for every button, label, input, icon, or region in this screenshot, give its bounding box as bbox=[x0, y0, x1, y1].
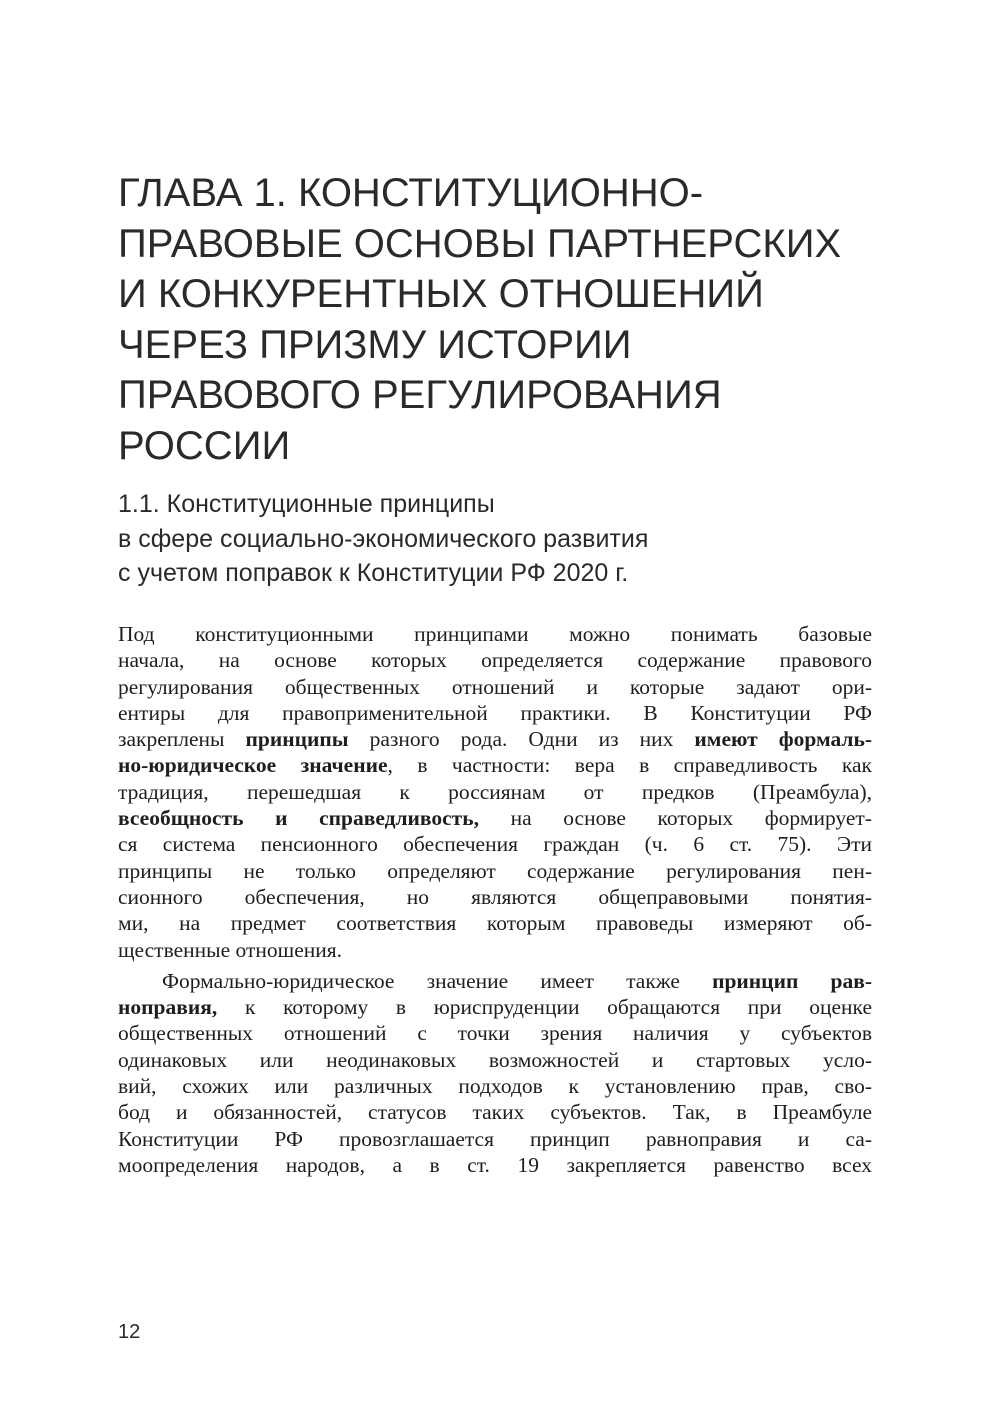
text-line bbox=[118, 726, 872, 752]
text-line: Под конституционными принципами можно понимать базовые bbox=[118, 622, 872, 646]
bold-term: но-юридическое значение bbox=[118, 753, 388, 778]
text-line: общественных отношений с точки зрения наличия у субъектов bbox=[118, 1021, 872, 1046]
bold-term: принцип рав- bbox=[712, 968, 872, 993]
text-line: традиция, перешедшая к россиянам от предков (Преамбула), bbox=[118, 779, 872, 804]
bold-term: всеобщность и справедливость, bbox=[118, 806, 479, 831]
paragraph-2 bbox=[118, 968, 872, 1178]
section-title bbox=[118, 487, 898, 591]
text-line: ми, на предмет соответствия которым правоведы измеряют об- bbox=[118, 911, 872, 936]
text-run: , в частности: вера в справедливость как bbox=[387, 753, 872, 778]
text-line: одинаковых или неодинаковых возможностей и стартовых усло- bbox=[118, 1047, 872, 1072]
section-title-line: в сфере социально-экономического развития bbox=[118, 524, 649, 553]
text-line: щественные отношения. bbox=[118, 937, 343, 962]
text-run: разного рода. Одни из них bbox=[348, 727, 695, 752]
chapter-title-line: ЧЕРЕЗ ПРИЗМУ ИСТОРИИ bbox=[118, 322, 632, 367]
text-line: принципы не только определяют содержание регулирования пен- bbox=[118, 858, 872, 883]
text-line: бод и обязанностей, статусов таких субъектов. Так, в Преамбуле bbox=[118, 1100, 872, 1125]
text-line bbox=[118, 968, 872, 994]
text-run: на основе которых формирует- bbox=[478, 806, 872, 831]
bold-term: принципы bbox=[245, 727, 349, 752]
chapter-title-line: РОССИИ bbox=[118, 423, 291, 468]
page-number: 12 bbox=[118, 1321, 141, 1343]
text-line bbox=[118, 994, 872, 1020]
text-line: сионного обеспечения, но являются общеправовыми понятия- bbox=[118, 884, 872, 909]
chapter-title-line: И КОНКУРЕНТНЫХ ОТНОШЕНИЙ bbox=[118, 272, 764, 316]
text-run: Формально-юридическое значение имеет также bbox=[162, 968, 713, 993]
bold-term: имеют формаль- bbox=[694, 727, 872, 752]
text-line: Конституции РФ провозглашается принцип равноправия и са- bbox=[118, 1126, 872, 1151]
text-run: к которому в юриспруденции обращаются при оценке bbox=[217, 995, 872, 1020]
text-line: моопределения народов, а в ст. 19 закрепляется равенство всех bbox=[118, 1152, 872, 1177]
chapter-title-line: ГЛАВА 1. КОНСТИТУЦИОННО- bbox=[118, 171, 704, 215]
text-line: ся система пенсионного обеспечения граждан (ч. 6 ст. 75). Эти bbox=[118, 832, 872, 857]
paragraph-1 bbox=[118, 621, 872, 963]
chapter-title bbox=[118, 168, 898, 471]
bold-term: ноправия, bbox=[118, 995, 218, 1020]
body-text bbox=[118, 621, 872, 1178]
text-line: начала, на основе которых определяется содержание правового bbox=[118, 648, 872, 673]
text-line bbox=[118, 752, 872, 778]
text-line: ентиры для правоприменительной практики. В Конституции РФ bbox=[118, 700, 872, 725]
section-title-line: с учетом поправок к Конституции РФ 2020 г. bbox=[118, 559, 629, 587]
chapter-title-line: ПРАВОВЫЕ ОСНОВЫ ПАРТНЕРСКИХ bbox=[118, 221, 842, 266]
text-run: закреплены bbox=[118, 727, 246, 752]
chapter-title-line: ПРАВОВОГО РЕГУЛИРОВАНИЯ bbox=[118, 373, 722, 417]
text-line: вий, схожих или различных подходов к установлению прав, сво- bbox=[118, 1074, 872, 1099]
section-title-line: 1.1. Конституционные принципы bbox=[118, 490, 495, 518]
text-line bbox=[118, 805, 872, 831]
text-line: регулирования общественных отношений и которые задают ори- bbox=[118, 674, 872, 699]
